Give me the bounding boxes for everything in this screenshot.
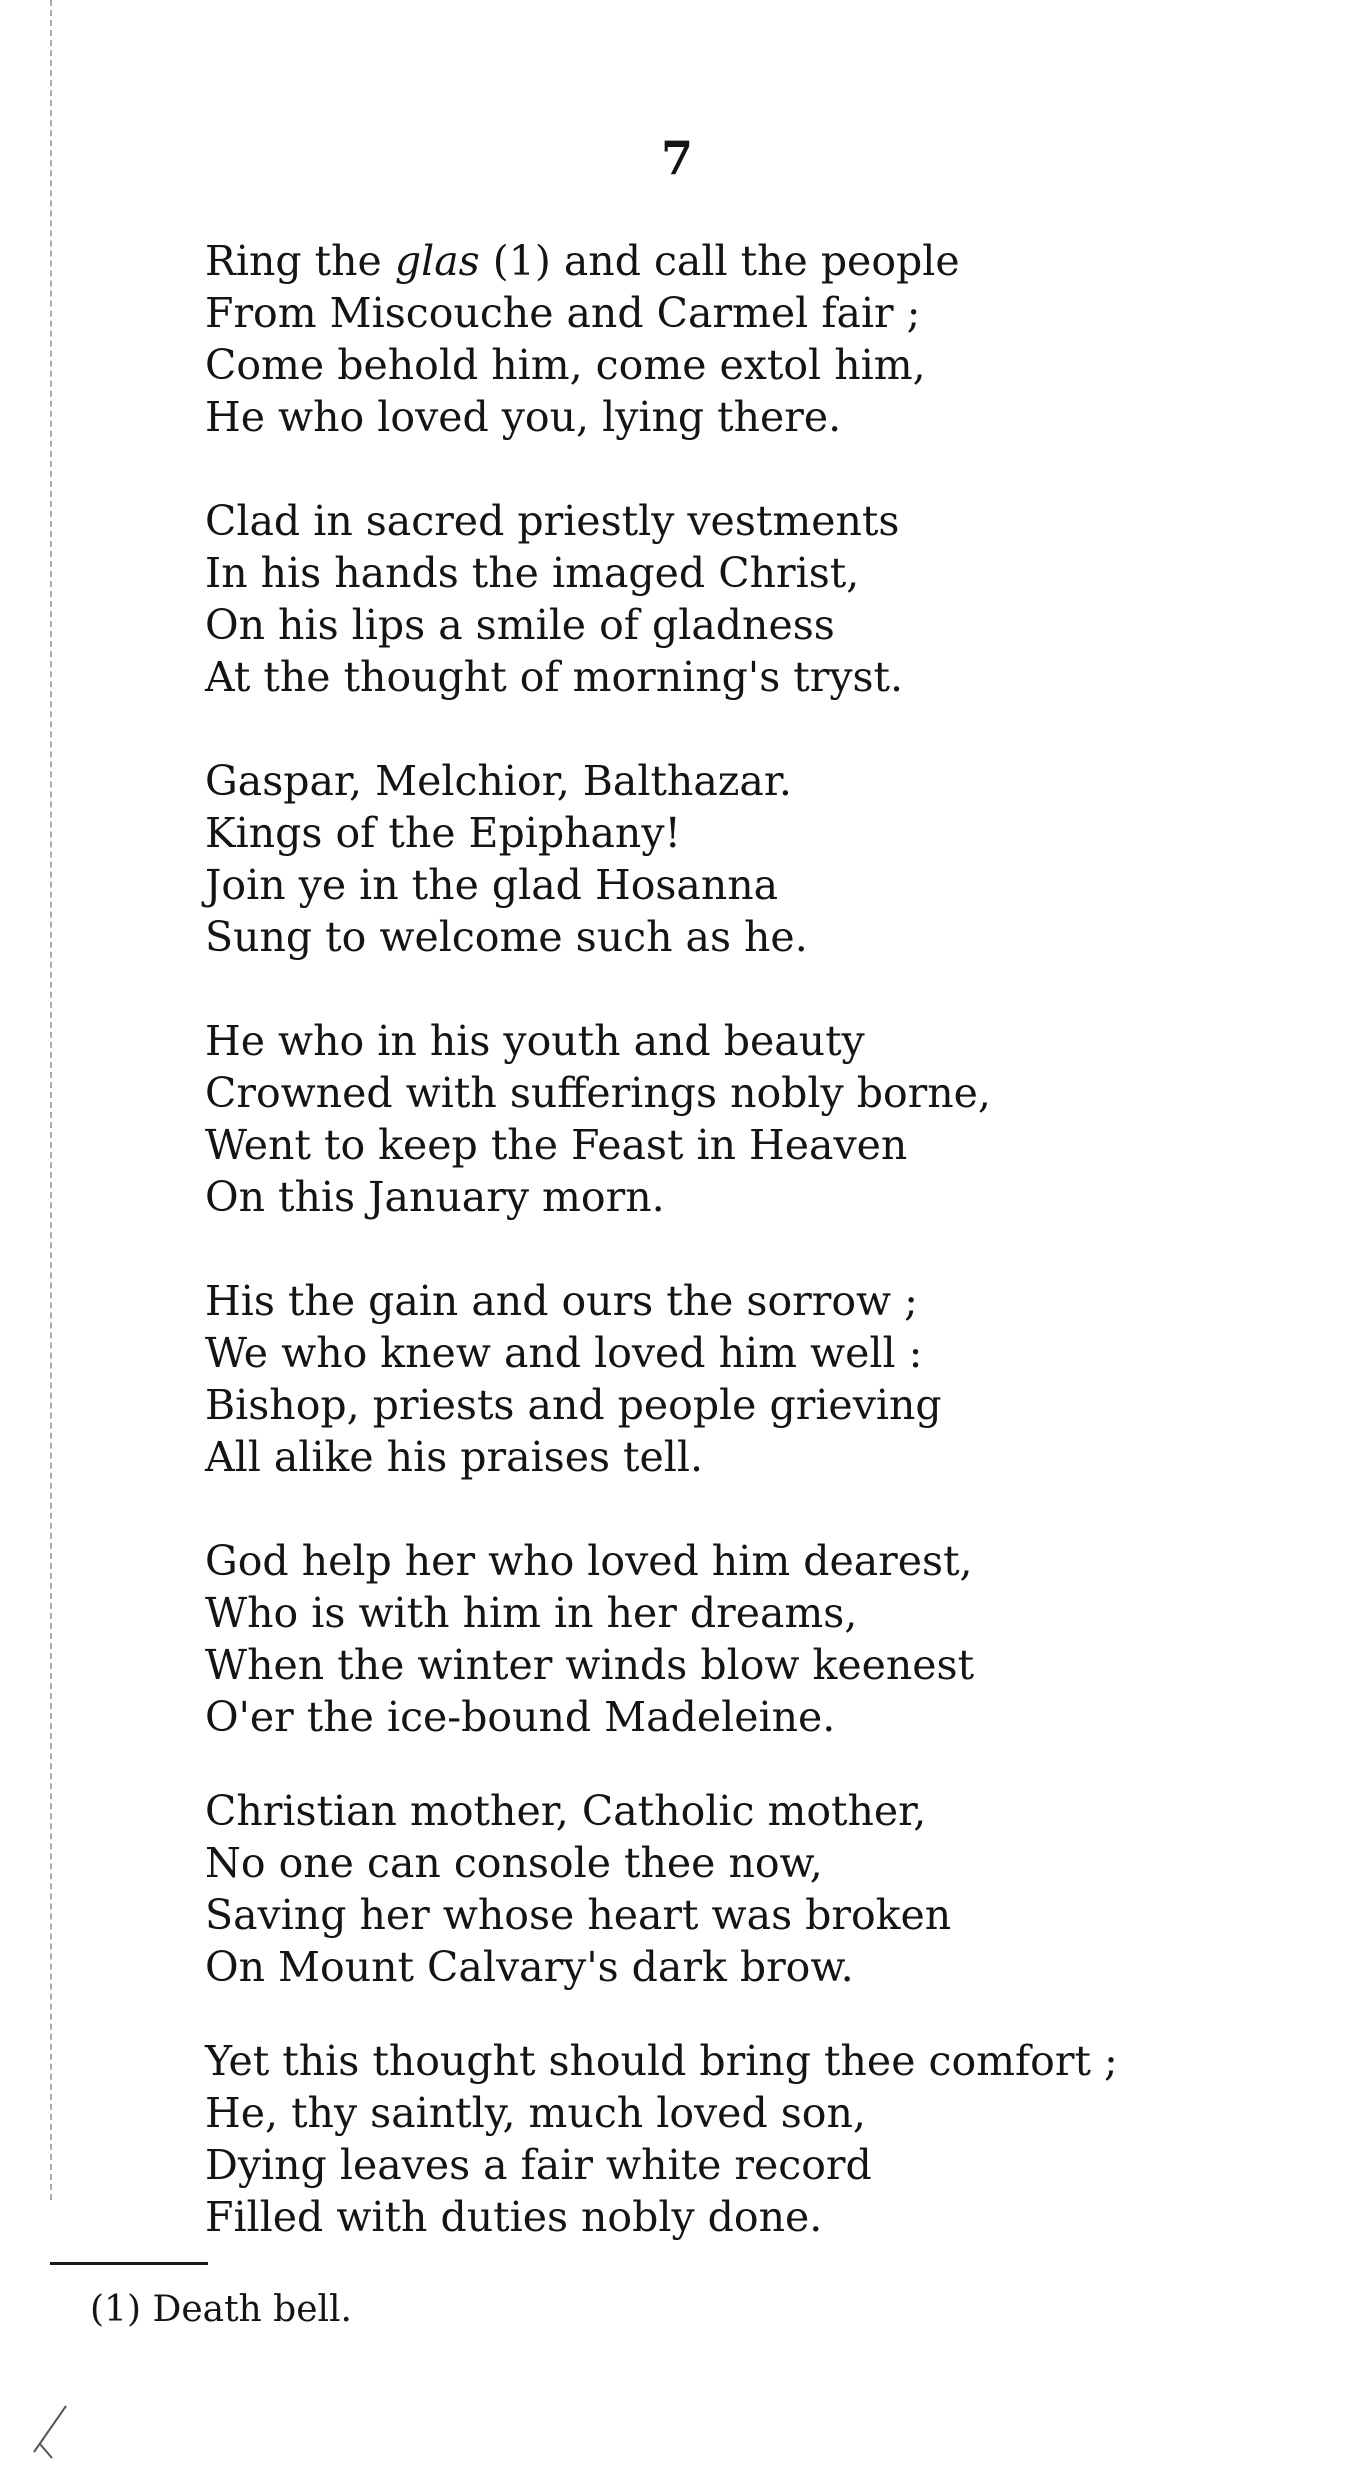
poem-line: Come behold him, come extol him,	[205, 341, 926, 389]
stanza-1	[205, 235, 1305, 443]
poem-line: All alike his praises tell.	[205, 1433, 704, 1481]
poem-body	[205, 235, 1305, 2243]
margin-border	[50, 0, 52, 2200]
poem-line: Join ye in the glad Hosanna	[205, 861, 779, 909]
stanza-2	[205, 495, 1305, 703]
poem-line: At the thought of morning's tryst.	[205, 653, 904, 701]
poem-line: He, thy saintly, much loved son,	[205, 2089, 866, 2137]
page-number: 7	[660, 131, 693, 185]
stanza-8	[205, 2035, 1305, 2243]
italic-word: glas	[394, 237, 480, 285]
poem-line: Filled with duties nobly done.	[205, 2193, 823, 2241]
stanza-5	[205, 1275, 1305, 1483]
poem-line: Gaspar, Melchior, Balthazar.	[205, 757, 792, 805]
footnote	[90, 2288, 352, 2332]
poem-line: We who knew and loved him well :	[205, 1329, 923, 1377]
stanza-6	[205, 1535, 1305, 1743]
stanza-7	[205, 1785, 1305, 1993]
poem-line: Yet this thought should bring thee comfort ;	[205, 2037, 1118, 2085]
footnote-text: Death bell.	[152, 2289, 352, 2330]
poem-line: On Mount Calvary's dark brow.	[205, 1943, 854, 1991]
poem-line: He who loved you, lying there.	[205, 393, 842, 441]
poem-line: Kings of the Epiphany!	[205, 809, 681, 857]
poem-line: God help her who loved him dearest,	[205, 1537, 973, 1585]
stanza-4	[205, 1015, 1305, 1223]
poem-line: Saving her whose heart was broken	[205, 1891, 952, 1939]
poem-line: O'er the ice-bound Madeleine.	[205, 1693, 836, 1741]
poem-line: On this January morn.	[205, 1173, 665, 1221]
poem-line: In his hands the imaged Christ,	[205, 549, 860, 597]
stanza-3	[205, 755, 1305, 963]
pencil-mark-icon	[30, 2400, 70, 2460]
poem-line: Bishop, priests and people grieving	[205, 1381, 942, 1429]
poem-line: On his lips a smile of gladness	[205, 601, 835, 649]
poem-line	[205, 235, 1305, 287]
footnote-marker: (1)	[90, 2289, 141, 2330]
poem-line: From Miscouche and Carmel fair ;	[205, 289, 921, 337]
poem-line: No one can console thee now,	[205, 1839, 823, 1887]
poem-line: Christian mother, Catholic mother,	[205, 1787, 927, 1835]
poem-line: When the winter winds blow keenest	[205, 1641, 975, 1689]
poem-line: Dying leaves a fair white record	[205, 2141, 872, 2189]
poem-line: Went to keep the Feast in Heaven	[205, 1121, 908, 1169]
poem-line: Who is with him in her dreams,	[205, 1589, 858, 1637]
footnote-rule	[50, 2262, 208, 2265]
poem-line: He who in his youth and beauty	[205, 1017, 865, 1065]
poem-line: His the gain and ours the sorrow ;	[205, 1277, 918, 1325]
poem-line: Sung to welcome such as he.	[205, 913, 808, 961]
poem-line: Crowned with sufferings nobly borne,	[205, 1069, 991, 1117]
line-text: (1) and call the people	[479, 237, 960, 285]
poem-line: Clad in sacred priestly vestments	[205, 497, 900, 545]
line-text: Ring the	[205, 237, 395, 285]
